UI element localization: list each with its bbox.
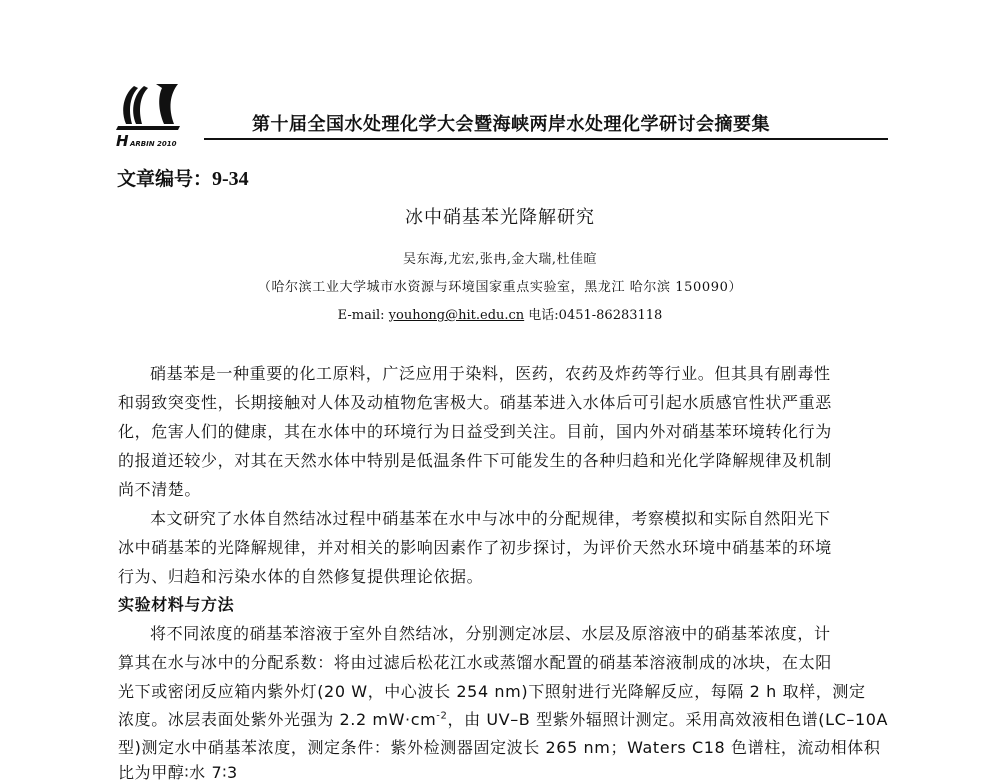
p3-line: 算其在水与冰中的分配系数：将由过滤后松花江水或蒸馏水配置的硝基苯溶液制成的冰块，在太阳 — [118, 653, 832, 672]
article-number — [117, 164, 249, 191]
p3-line: 型)测定水中硝基苯浓度，测定条件：紫外检测器固定波长 265 nm；Waters C18 色谱柱，流动相体积 — [118, 738, 881, 757]
p3-line4-text: 浓度。冰层表面处紫外光强为 2.2 mW·cm — [118, 710, 437, 729]
affiliation: （哈尔滨工业大学城市水资源与环境国家重点实验室，黑龙江 哈尔滨 150090） — [257, 280, 743, 295]
superscript: -2 — [436, 710, 448, 722]
p3-line: 将不同浓度的硝基苯溶液于室外自然结冰，分别测定冰层、水层及原溶液中的硝基苯浓度，计 — [150, 624, 831, 643]
p2-line: 冰中硝基苯的光降解规律，并对相关的影响因素作了初步探讨，为评价天然水环境中硝基苯的环境 — [118, 538, 832, 557]
article-number-value: 9-34 — [212, 168, 249, 190]
conference-title: 第十届全国水处理化学大会暨海峡两岸水处理化学研讨会摘要集 — [252, 114, 770, 135]
conference-logo — [112, 84, 204, 152]
header-rule — [204, 138, 888, 140]
p3-line4-text: ，由 UV–B 型紫外辐照计测定。采用高效液相色谱(LC–10A — [447, 710, 889, 729]
p3-line: 比为甲醇∶水 7∶3 — [118, 763, 238, 782]
p3-line: 光下或密闭反应箱内紫外灯(20 W，中心波长 254 nm)下照射进行光降解反应，每隔 2 h 取样，测定 — [118, 682, 866, 701]
logo-stroke-2 — [133, 86, 148, 124]
email-link[interactable]: youhong@hit.edu.cn — [388, 308, 525, 323]
section-heading: 实验材料与方法 — [118, 595, 235, 614]
p1-line: 化，危害人们的健康，其在水体中的环境行为日益受到关注。目前，国内外对硝基苯环境转化行为 — [118, 422, 832, 441]
p2-line: 本文研究了水体自然结冰过程中硝基苯在水中与冰中的分配规律，考察模拟和实际自然阳光下 — [150, 509, 831, 528]
logo-stroke-3 — [156, 84, 178, 124]
email-label: E-mail: — [337, 308, 389, 323]
p3-line — [118, 707, 888, 730]
authors: 吴东海,尤宏,张冉,金大瑞,杜佳暄 — [402, 252, 598, 267]
phone: 电话:0451-86283118 — [524, 308, 663, 323]
paper-title: 冰中硝基苯光降解研究 — [405, 207, 595, 228]
logo-stroke-4 — [116, 126, 180, 130]
p1-line: 硝基苯是一种重要的化工原料，广泛应用于染料，医药，农药及炸药等行业。但其具有剧毒性 — [150, 364, 831, 383]
logo-caption: ARBIN 2010 — [130, 140, 177, 148]
contact-line — [0, 304, 1000, 323]
article-number-label: 文章编号： — [117, 168, 213, 190]
p1-line: 尚不清楚。 — [118, 480, 202, 499]
logo-letter-h: H — [116, 132, 129, 150]
p1-line: 和弱致突变性，长期接触对人体及动植物危害极大。硝基苯进入水体后可引起水质感官性状严重恶 — [118, 393, 832, 412]
p2-line: 行为、归趋和污染水体的自然修复提供理论依据。 — [118, 567, 484, 586]
p1-line: 的报道还较少，对其在天然水体中特别是低温条件下可能发生的各种归趋和光化学降解规律及机制 — [118, 451, 832, 470]
